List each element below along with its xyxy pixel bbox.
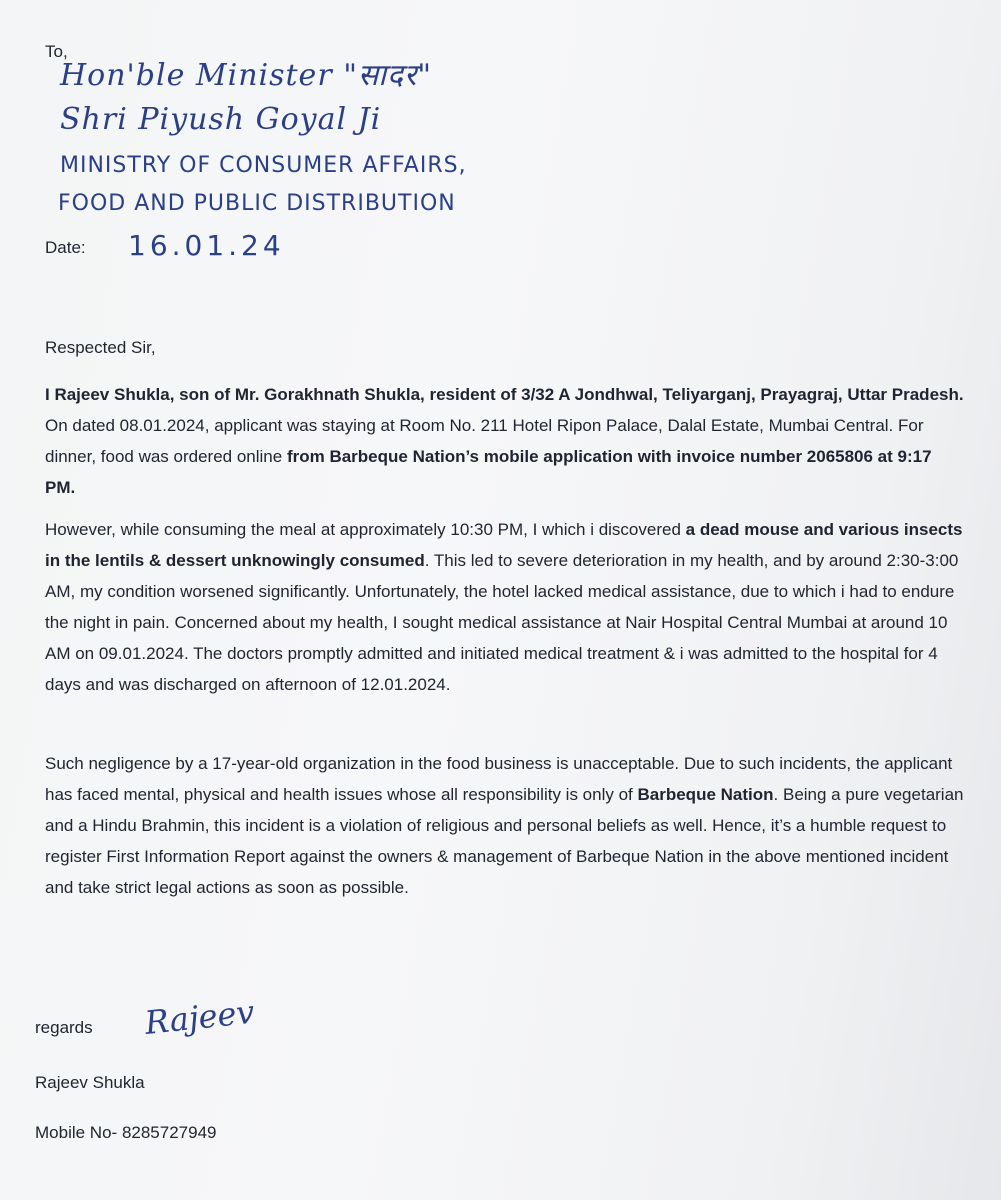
recipient-line-honorific: Hon'ble Minister "सादर" [60,58,433,93]
order-details: from Barbeque Nation’s mobile application with invoice number 2065806 at 9:17 PM. [45,447,932,497]
handwritten-signature: Rajeev [143,992,257,1042]
paragraph-request [45,748,965,903]
request-intro: Such negligence by a 17-year-old organization in the food business is unacceptable. Due to such incidents, the applicant has faced mental, physical and health issues whose all responsibility is only of [45,754,953,804]
mobile-label: Mobile No- [35,1123,118,1142]
date-label: Date: [45,238,86,257]
applicant-details: I Rajeev Shukla, son of Mr. Gorakhnath Shukla, resident of 3/32 A Jondhwal, Teliyarganj, Prayagraj, Uttar Pradesh. [45,385,964,404]
recipient-line-department: FOOD AND PUBLIC DISTRIBUTION [58,191,456,216]
mobile-number-line [35,1117,216,1148]
to-label: To, [45,42,68,61]
paragraph-introduction [45,379,965,503]
date-value: 16.01.24 [128,229,285,262]
closing: regards [35,1018,93,1037]
request-body: . Being a pure vegetarian and a Hindu Brahmin, this incident is a violation of religious and personal beliefs as well. Hence, it’s a humble request to register First Information Report against the owners & management of Barbeque Nation in the above mentioned incident and take strict legal actions as soon as possible. [45,785,964,897]
recipient-line-ministry: MINISTRY OF CONSUMER AFFAIRS, [60,153,467,178]
recipient-line-name: Shri Piyush Goyal Ji [60,102,382,137]
stay-details: On dated 08.01.2024, applicant was staying at Room No. 211 Hotel Ripon Palace, Dalal Estate, Mumbai Central. For dinner, food was ordered online [45,416,924,466]
sender-name: Rajeev Shukla [35,1073,145,1092]
company-name: Barbeque Nation [637,785,774,804]
incident-intro: However, while consuming the meal at approximately 10:30 PM, I which i discovered [45,520,686,539]
mobile-number: 8285727949 [121,1123,217,1142]
salutation: Respected Sir, [45,338,156,357]
incident-consequences: . This led to severe deterioration in my health, and by around 2:30-3:00 AM, my condition worsened significantly. Unfortunately, the hotel lacked medical assistance, due to which i had to endure the night in pain. Concerned about my health, I sought medical assistance at Nair Hospital Central Mumbai at around 10 AM on 09.01.2024. The doctors promptly admitted and initiated medical treatment & i was admitted to the hospital for 4 days and was discharged on afternoon of 12.01.2024. [45,551,959,694]
incident-finding: a dead mouse and various insects in the lentils & dessert unknowingly consumed [45,520,963,570]
paragraph-incident [45,514,965,700]
